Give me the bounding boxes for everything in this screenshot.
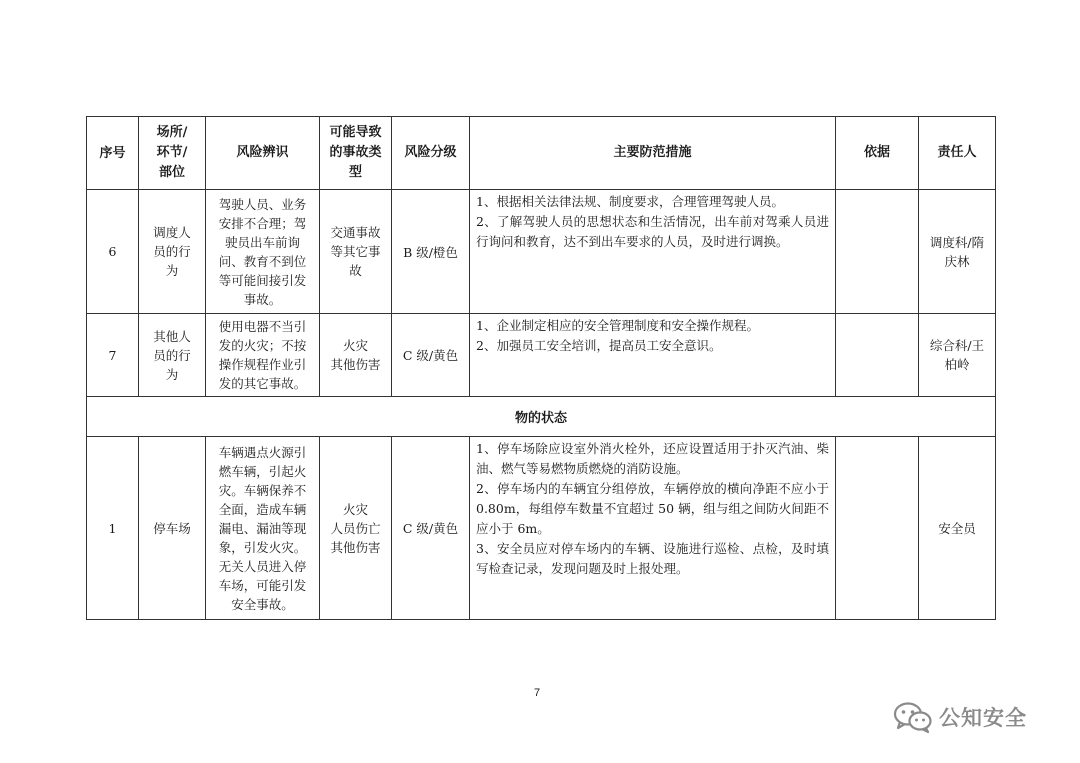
watermark: [893, 701, 1027, 733]
accident-type-cell: 火灾 人员伤亡 其他伤害: [320, 437, 392, 620]
header-cell: 风险分级: [392, 117, 470, 190]
measure-item: 1、根据相关法律法规、制度要求，合理管理驾驶人员。: [476, 194, 784, 209]
basis-cell: [836, 190, 919, 314]
header-cell: 风险辨识: [206, 117, 320, 190]
table-header-row: [87, 117, 996, 190]
place-cell: 调度人 员的行 为: [139, 190, 206, 314]
row-number: 7: [87, 314, 139, 397]
measures-cell: [470, 314, 836, 397]
risk-table: [86, 116, 996, 620]
section-row: [87, 397, 996, 437]
header-cell: 依据: [836, 117, 919, 190]
accident-type-cell: 火灾 其他伤害: [320, 314, 392, 397]
page-number: 7: [534, 687, 541, 699]
risk-level-cell: C 级/黄色: [392, 437, 470, 620]
measure-item: 3、安全员应对停车场内的车辆、设施进行巡检、点检，及时填写检查记录，发现问题及时上报处理。: [476, 541, 829, 576]
measure-item: 2、加强员工安全培训，提高员工安全意识。: [476, 338, 722, 353]
header-cell: [87, 117, 139, 190]
measure-item: 1、停车场除应设室外消火栓外，还应设置适用于扑灭汽油、柴油、燃气等易燃物质燃烧的消防设施。: [476, 441, 829, 476]
watermark-text: 公知安全: [939, 706, 1027, 730]
owner-cell: 安全员: [919, 437, 996, 620]
header-cell: 场所/ 环节/ 部位: [139, 117, 206, 190]
risk-level-cell: B 级/橙色: [392, 190, 470, 314]
risk-cell: 驾驶人员、业务 安排不合理；驾 驶员出车前询 问、教育不到位 等可能间接引发 事故。: [206, 190, 320, 314]
measure-item: 1、企业制定相应的安全管理制度和安全操作规程。: [476, 318, 759, 333]
table-row: [87, 190, 996, 314]
header-cell: 主要防范措施: [470, 117, 836, 190]
basis-cell: [836, 437, 919, 620]
place-cell: 停车场: [139, 437, 206, 620]
row-number: 6: [87, 190, 139, 314]
measures-cell: [470, 190, 836, 314]
owner-cell: 综合科/王 柏岭: [919, 314, 996, 397]
accident-type-cell: 交通事故 等其它事 故: [320, 190, 392, 314]
measures-cell: [470, 437, 836, 620]
place-cell: 其他人 员的行 为: [139, 314, 206, 397]
wechat-icon: [893, 701, 933, 733]
section-title: 物的状态: [87, 397, 996, 437]
table-row: [87, 437, 996, 620]
table-row: [87, 314, 996, 397]
measure-item: 2、停车场内的车辆宜分组停放，车辆停放的横向净距不应小于 0.80m，每组停车数量不宜超过 50 辆，组与组之间防火间距不应小于 6m。: [476, 481, 829, 536]
header-no: 序号: [99, 145, 126, 161]
header-cell: 责任人: [919, 117, 996, 190]
header-cell: 可能导致 的事故类 型: [320, 117, 392, 190]
risk-cell: 使用电器不当引 发的火灾；不按 操作规程作业引 发的其它事故。: [206, 314, 320, 397]
basis-cell: [836, 314, 919, 397]
measure-item: 2、了解驾驶人员的思想状态和生活情况，出车前对驾乘人员进行询问和教育，达不到出车要求的人员，及时进行调换。: [476, 214, 829, 249]
row-number: 1: [87, 437, 139, 620]
risk-level-cell: C 级/黄色: [392, 314, 470, 397]
risk-cell: 车辆遇点火源引 燃车辆，引起火 灾。车辆保养不 全面，造成车辆 漏电、漏油等现 象，引发火灾。 无关人员进入停 车场，可能引发 安全事故。: [206, 437, 320, 620]
owner-cell: 调度科/隋 庆林: [919, 190, 996, 314]
